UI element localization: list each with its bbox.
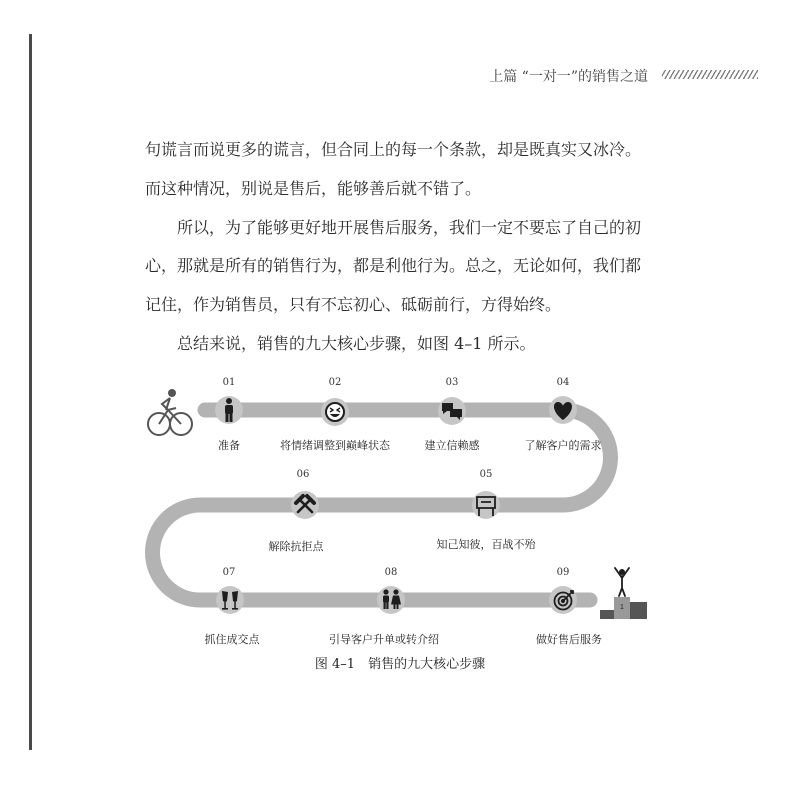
step-number: 02 <box>328 377 342 388</box>
header-hatch-decoration <box>662 70 758 79</box>
step-icon-05 <box>472 491 500 519</box>
step-number: 01 <box>222 377 236 388</box>
step-label: 抓住成交点 <box>204 633 260 646</box>
body-text <box>145 131 665 364</box>
paragraph-line: 心，那就是所有的销售行为，都是利他行为。总之，无论如何，我们都 <box>145 256 642 276</box>
podium-winner <box>600 568 647 619</box>
step-icon-07 <box>216 586 244 614</box>
step-number: 03 <box>445 377 459 388</box>
step-number: 08 <box>384 567 398 578</box>
paragraph-line: 而这种情况，别说是售后，能够善后就不错了。 <box>145 178 482 198</box>
paragraph-line: 句谎言而说更多的谎言，但合同上的每一个条款，却是既真实又冰冷。 <box>145 140 642 159</box>
paragraph-line: 所以，为了能够更好地开展售后服务，我们一定不要忘了自己的初 <box>177 217 642 237</box>
step-number: 04 <box>556 377 570 388</box>
step-icon-02 <box>321 398 349 426</box>
paragraph-line: 记住，作为销售员，只有不忘初心、砥砺前行，方得始终。 <box>145 295 562 315</box>
step-number: 07 <box>222 567 236 578</box>
step-label: 建立信赖感 <box>424 439 480 452</box>
step-icon-08 <box>377 586 405 614</box>
cyclist-icon <box>148 389 192 435</box>
podium-step-left <box>600 610 614 619</box>
step-icon-06 <box>291 491 319 519</box>
podium-step-right <box>630 602 647 619</box>
header-title: 上篇 “一对一”的销售之道 <box>489 69 648 85</box>
steps-figure <box>0 360 800 680</box>
laughing-face-icon <box>326 403 344 421</box>
road-diagram <box>0 360 800 660</box>
step-icon-01 <box>215 396 243 424</box>
step-icon-09 <box>549 586 577 614</box>
step-number: 09 <box>556 567 570 578</box>
winner-figure-icon <box>615 568 629 596</box>
step-label: 了解客户的需求 <box>524 439 602 452</box>
step-label: 知己知彼，百战不殆 <box>436 538 536 551</box>
podium-rank-label: 1 <box>620 604 624 611</box>
step-label: 解除抗拒点 <box>268 540 324 553</box>
step-icon-04 <box>549 396 577 424</box>
step-number: 06 <box>296 469 310 480</box>
step-label: 准备 <box>218 439 240 452</box>
step-label: 将情绪调整到巅峰状态 <box>280 439 390 452</box>
page-header <box>0 0 800 100</box>
step-number: 05 <box>479 469 493 480</box>
figure-caption: 图 4–1 销售的九大核心步骤 <box>314 657 486 672</box>
step-label: 引导客户升单或转介绍 <box>329 633 439 646</box>
step-label: 做好售后服务 <box>536 633 602 646</box>
paragraph-line: 总结来说，销售的九大核心步骤，如图 4–1 所示。 <box>177 333 536 353</box>
step-icon-03 <box>438 397 466 425</box>
